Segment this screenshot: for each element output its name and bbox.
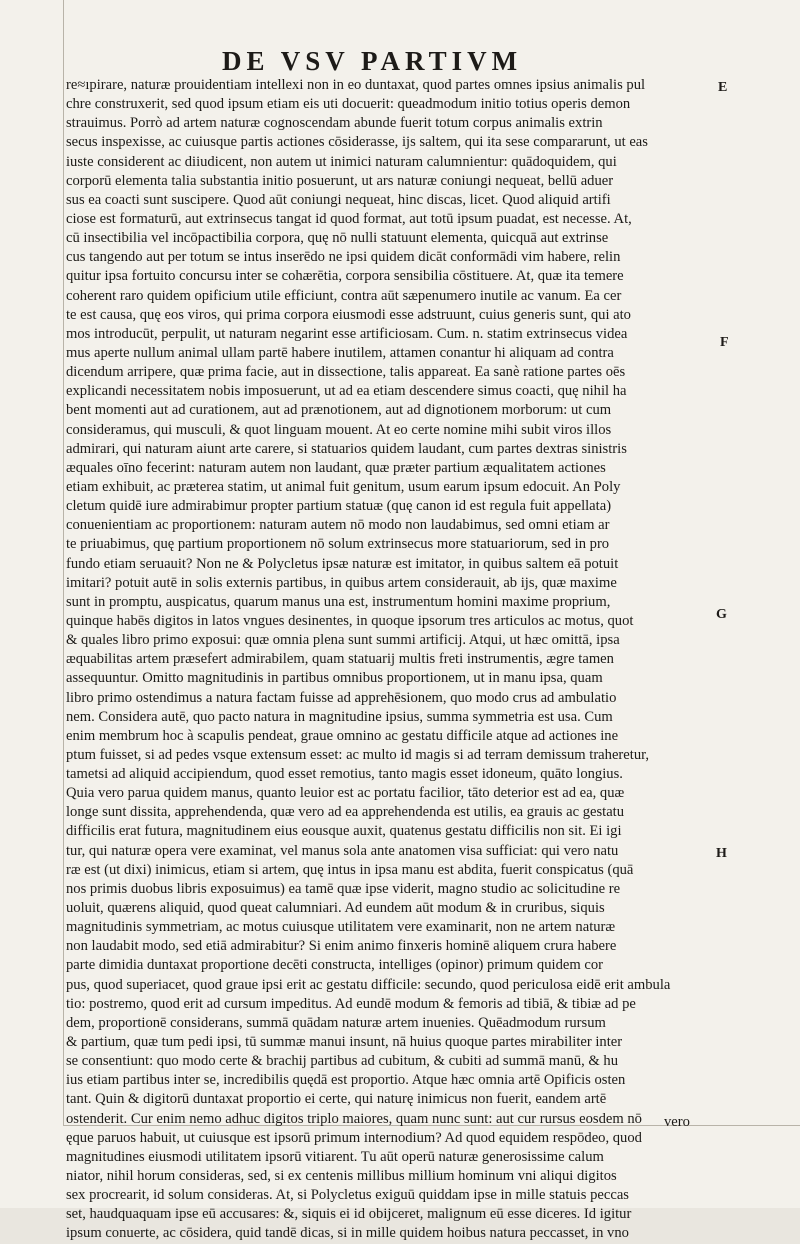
marginal-letter-g: G [716,607,727,622]
text-line: fundo etiam seruauit? Non ne & Polycletus ipsæ naturæ est imitator, in quibus saltem eā potuit [66,555,619,572]
marginal-letter-e: E [718,80,728,95]
text-line: ptum fuisset, si ad pedes vsque extensum esset: ac multo id magis si ad terram demissum traheretur, [66,746,650,763]
text-line: sus ea coacti sunt suscipere. Quod aūt coniungi nequeat, hinc discas, licet. Quod aliquid artifi [66,191,611,208]
text-line: difficilis erat futura, magnitudinem eius eousque auxit, quatenus gestatu difficilis non sit. Ei igi [66,823,622,840]
text-line: conuenientiam ac proportionem: naturam autem nō modo non laudabimus, sed omni etiam ar [66,517,610,534]
text-line: mus aperte nullum animal ullam partē habere inutilem, attamen conantur hi aliquam ad contra [66,344,614,361]
text-line: magnitudinis symmetriam, ac motus cuiusque utilitatem vere examinarit, non ne artem naturæ [66,919,616,936]
text-line: nos primis duobus libris exposuimus) ea tamē quæ ipse viderit, magno studio ac solicitudine re [66,880,621,897]
text-line: magnitudines eiusmodi utilitatem ipsorū vitiarent. Tu aūt operū naturæ generosissime calum [66,1148,604,1165]
text-line: sex procrearit, id solum consideras. At, si Polycletus exiguū quiddam ipse in mille statuis peccas [66,1187,629,1204]
text-line: cus tangendo aut per totum se intus inserēdo ne ipsi quidem dicāt conformādi vim habere, relin [66,249,621,266]
text-line: non laudabit modo, sed etiā admirabitur? Si enim animo finxeris hominē aliquem crura habere [66,938,617,955]
marginal-letter-f: F [720,335,729,350]
text-line: secus inspexisse, ac cuiusque partis actiones cōsiderasse, ijs saltem, qui ita sese compararunt, ut eas [66,134,648,151]
text-line: parte dimidia duntaxat proportione decēti constructa, intelliges (opinor) primum quidem cor [66,957,603,974]
text-line: ius etiam partibus inter se, incredibilis quędā est proportio. Atque hæc omnia artē Opificis osten [66,1072,626,1089]
text-line: bent momenti aut ad curationem, aut ad prænotionem, aut ad dignotionem morborum: ut cum [66,402,612,419]
text-line: sunt in promptu, auspicatus, quarum manus una est, instrumentum homini maxime proprium, [66,593,611,610]
text-line: explicandi necessitatem nobis imposuerunt, ut ad ea etiam descendere simus coacti, quę nihil ha [66,383,627,400]
text-line: ęque paruos habuit, ut cuiusque est ipsorū primum internodium? Ad quod equidem respōdeo, quod [66,1129,642,1146]
text-line: cletum quidē iure admirabimur propter partium statuæ (quę canon id est regula fuit appellata) [66,498,612,515]
text-line: Quia vero parua quidem manus, quanto leuior est ac portatu facilior, tāto deterior est ad ea, quæ [66,785,625,802]
text-line: nem. Considera autē, quo pacto natura in magnitudine ipsius, summa symmetria est usa. Cum [66,708,613,725]
text-line: dem, proportionē considerans, summā quādam naturæ artem inuenies. Quēadmodum rursum [66,1014,606,1031]
text-line: te est causa, quę eos viros, qui prima corpora eiusmodi esse adstruunt, cuius generis sunt, qui ato [66,306,631,323]
text-line: dicendum arripere, quæ prima facie, aut in dissectione, talis appareat. Ea sanè ratione partes oēs [66,364,626,381]
text-line: ostenderit. Cur enim nemo adhuc digitos triplo maiores, quam nunc sunt: aut cur rursus eosdem nō [66,1110,642,1127]
text-line: tant. Quin & digitorū duntaxat proportio ei certe, qui naturę inimicus non fuerit, eandem artē [66,1091,607,1108]
text-line: admirari, qui naturam aiunt arte carere, si statuarios quidem laudant, cum partes dextras sinistris [66,440,627,457]
text-line: tur, qui naturæ opera vere examinat, vel manus sola ante anatomen visa sufficiat: qui vero natu [66,842,619,859]
body-text [66,76,716,1244]
text-line: æquabilitas artem præsefert admirabilem, quam statuarij multis freti instrumentis, ægre tamen [66,651,614,668]
text-line: tametsi ad aliquid accipiendum, quod esset remotius, tanto magis esset idoneum, quāto longius. [66,766,623,783]
text-line: iuste considerent ac diiudicent, non autem ut inimici naturam calumnientur: quādoquidem, qui [66,153,617,170]
text-line: enim membrum hoc à scapulis pendeat, graue omnino ac gestatu difficile atque ad actiones ine [66,727,619,744]
text-line: niator, nihil horum consideras, sed, si ex centenis millibus millium hominum vni aliqui digitos [66,1168,617,1185]
text-line: uoluit, quærens aliquid, quod queat calumniari. Ad eundem aūt modum & in cruribus, siquis [66,900,605,917]
text-line: quinque habēs digitos in latos vngues desinentes, in quoque ipsorum tres articulos ac motus, quot [66,612,634,629]
text-line: consideramus, qui musculi, & quot linguam mouent. At eo certe nomine mihi subit viros illos [66,421,612,438]
marginal-letter-h: H [716,846,727,861]
text-line: ciose est formaturū, aut extrinsecus tangat id quod format, aut totū ipsum puadat, est necesse. At, [66,210,632,227]
text-line: strauimus. Porrò ad artem naturæ cognoscendam abunde fuerit totum corpus animalis extrin [66,115,603,132]
text-line: ipsum conuerte, ac cōsidera, quid tandē dicas, si in mille quidem hoibus natura peccasset, in vno [66,1225,629,1242]
catchword: vero [664,1114,690,1130]
text-line: libro primo ostendimus a natura factam fuisse ad apprehēsionem, quo modo crus ad ambulatio [66,689,617,706]
text-line: coherent raro quidem opificium utile efficiunt, contra aūt sæpenumero inutile ac vanum. Ea cer [66,287,622,304]
running-head: DE VSV PARTIVM [222,46,523,76]
text-line: & quales libro primo exposui: quæ omnia plena sunt summi artificij. Atqui, ut hæc omittā, ipsa [66,632,620,649]
text-line: chre construxerit, sed quod ipsum etiam eis uti docuerit: queadmodum initio totius operis demon [66,96,631,113]
text-line: pus, quod superiacet, quod graue ipsi erit ac gestatu difficile: secundo, quod periculosa eidē erit ambula [66,976,671,993]
text-line: & partium, quæ tum pedi ipsi, tū summæ manui insunt, nā huius quoque partes mirabiliter inter [66,1034,623,1051]
text-line: æquales oīno fecerint: naturam autem non laudant, quæ præter partium æqualitatem actiones [66,459,606,476]
text-line: longe sunt dissita, apprehendenda, quæ vero ad ea apprehendenda est utilis, ea grauis ac gestatu [66,804,625,821]
text-line: te priuabimus, quę partium proportionem nō solum extrinsecus more statuariorum, sed in pro [66,536,610,553]
text-line: re≈ıpirare, naturæ prouidentiam intellexi non in eo duntaxat, quod partes omnes ipsius animalis pul [66,77,646,93]
text-line: cū insectibilia vel incōpactibilia corpora, quę nō nulli statuunt elementa, quicquā aut extrinse [66,230,609,247]
text-line: set, haudquaquam ipse eū accusares: &, siquis ei id obijceret, malignum eū esse diceres. Id igitur [66,1206,632,1223]
text-line: se consentiunt: quo modo certe & brachij partibus ad cubitum, & cubiti ad summā manū, & hu [66,1053,619,1070]
text-line: quitur ipsa fortuito concursu inter se cohærētia, corpora sensibilia cōstituere. At, quæ ita temere [66,268,624,285]
text-line: mos introducūt, perpulit, ut naturam negarint esse artificiosam. Cum. n. statim extrinsecus videa [66,325,628,342]
text-line: imitari? potuit autē in solis externis partibus, in quibus artem considerauit, ab ijs, quæ maxime [66,574,617,591]
text-line: ræ est (ut dixi) inimicus, etiam si artem, quę intus in ipsa manu est abdita, fuerit conspicatus (quā [66,861,634,878]
page-rule-vertical [63,0,64,1125]
text-line: corporū elementa talia substantia initio posuerunt, ut ars naturæ coniungi nequeat, bellū aduer [66,172,614,189]
text-line: tio: postremo, quod erit ad cursum impeditus. Ad eundē modum & femoris ad tibiā, & tibiæ ad pe [66,995,636,1012]
text-line: etiam exhibuit, ac præterea statim, ut animal fuit genitum, usum earum ipsum edocuit. An Poly [66,478,621,495]
text-line: assequuntur. Omitto magnitudinis in partibus omnibus proportionem, ut in manu ipsa, quam [66,670,603,687]
